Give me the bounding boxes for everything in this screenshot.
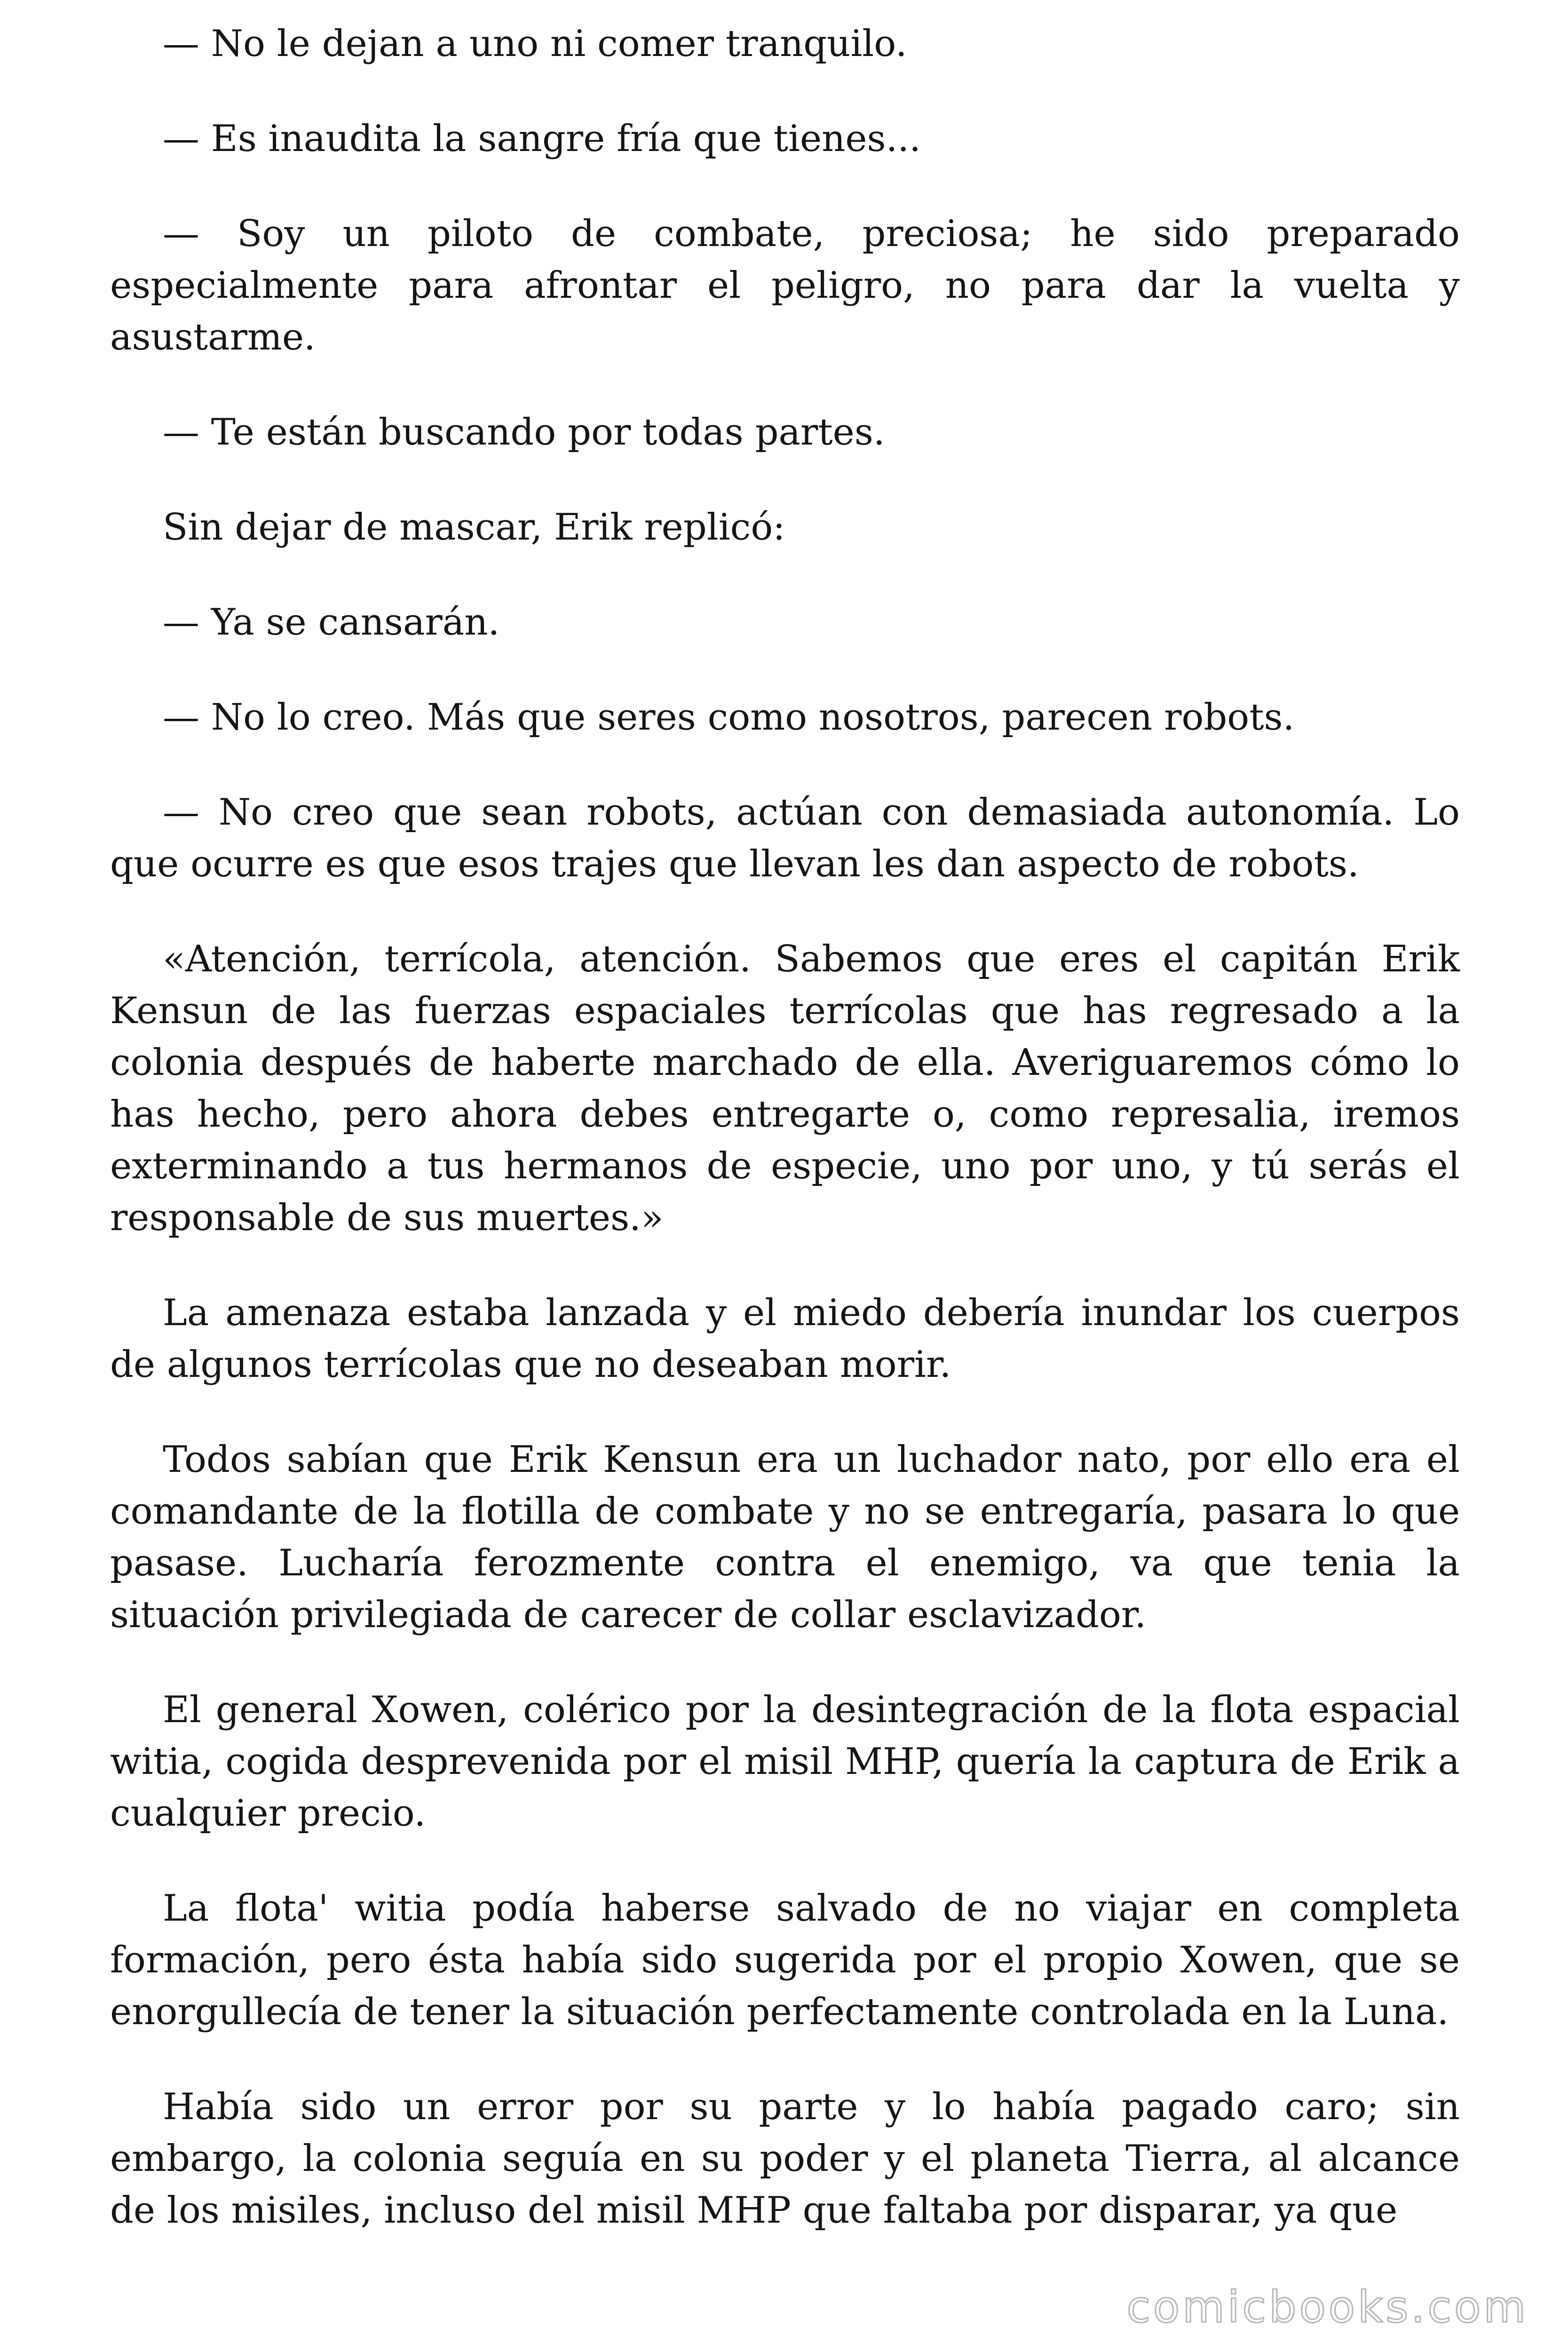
- document-page: [110, 18, 1460, 2280]
- paragraph-4: — Te están buscando por todas partes.: [163, 411, 885, 453]
- paragraph-6: — Ya se cansarán.: [163, 601, 500, 644]
- paragraph-3: — Soy un piloto de combate, preciosa; he sido preparado especialmente para afrontar el peligro, no para dar la vuelta y asustarme.: [110, 213, 1460, 358]
- paragraph-11: Todos sabían que Erik Kensun era un luchador nato, por ello era el comandante de la flotilla de combate y no se entregaría, pasara lo que pasase. Lucharía ferozmente contra el enemigo, va que tenia la situación privilegiada de carecer de collar esclavizador.: [110, 1438, 1460, 1636]
- paragraph-10: La amenaza estaba lanzada y el miedo debería inundar los cuerpos de algunos terrícolas que no deseaban morir.: [110, 1292, 1460, 1386]
- paragraph-7: — No lo creo. Más que seres como nosotros, parecen robots.: [163, 696, 1295, 739]
- paragraph-14: Había sido un error por su parte y lo había pagado caro; sin embargo, la colonia seguía en su poder y el planeta Tierra, al alcance de los misiles, incluso del misil MHP que faltaba por disparar, ya que: [110, 2086, 1460, 2232]
- paragraph-1: — No le dejan a uno ni comer tranquilo.: [163, 23, 907, 65]
- paragraph-5: Sin dejar de mascar, Erik replicó:: [163, 506, 785, 548]
- watermark: comicbooks.com: [1126, 2282, 1528, 2332]
- paragraph-8: — No creo que sean robots, actúan con demasiada autonomía. Lo que ocurre es que esos trajes que llevan les dan aspecto de robots.: [110, 791, 1460, 885]
- paragraph-13: La flota' witia podía haberse salvado de no viajar en completa formación, pero ésta había sido sugerida por el propio Xowen, que se enorgullecía de tener la situación perfectamente controlada en la Luna.: [110, 1887, 1460, 2033]
- paragraph-2: — Es inaudita la sangre fría que tienes...: [163, 118, 921, 160]
- paragraph-9: «Atención, terrícola, atención. Sabemos que eres el capitán Erik Kensun de las fuerzas espaciales terrícolas que has regresado a la colonia después de haberte marchado de ella. Averiguaremos cómo lo has hecho, pero ahora debes entregarte o, como represalia, iremos exterminando a tus hermanos de especie, uno por uno, y tú serás el responsable de sus muertes.»: [110, 938, 1460, 1239]
- paragraph-12: El general Xowen, colérico por la desintegración de la flota espacial witia, cogida desprevenida por el misil MHP, quería la captura de Erik a cualquier precio.: [110, 1689, 1460, 1835]
